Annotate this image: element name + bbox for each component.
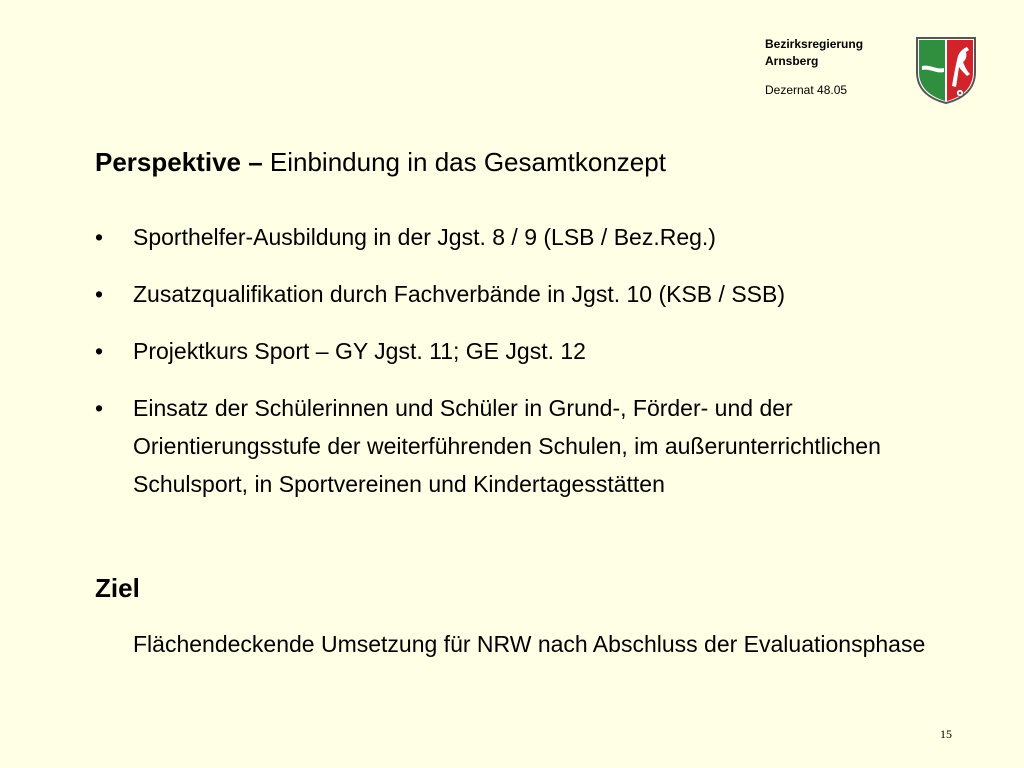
- slide-title: [95, 142, 666, 182]
- slide-title-bold: Perspektive –: [95, 147, 263, 177]
- organization-name-line2: Arnsberg: [765, 54, 819, 68]
- bullet-item-projektkurs: [95, 332, 955, 370]
- organization-name: [765, 36, 863, 70]
- bullet-text: Sporthelfer-Ausbildung in der Jgst. 8 / 9 (LSB / Bez.Reg.): [133, 224, 716, 250]
- goal-text: Flächendeckende Umsetzung für NRW nach Abschluss der Evaluationsphase: [133, 631, 926, 657]
- goal-heading: Ziel: [95, 573, 140, 603]
- perspective-bullet-list: [95, 218, 955, 522]
- bullet-text: Projektkurs Sport – GY Jgst. 11; GE Jgst. 12: [133, 338, 586, 364]
- bullet-dot: •: [95, 395, 104, 421]
- bullet-dot: •: [95, 224, 104, 250]
- bullet-text: Zusatzqualifikation durch Fachverbände in Jgst. 10 (KSB / SSB): [133, 281, 785, 307]
- department-label: Dezernat 48.05: [765, 83, 848, 97]
- bullet-dot: •: [95, 281, 104, 307]
- bullet-text: Einsatz der Schülerinnen und Schüler in Grund-, Förder- und der Orientierungsstufe der weiterführenden Schulen, im außerunterrichtlichen Schulsport, in Sportvereinen und Kindertagesstätten: [133, 395, 881, 497]
- bullet-item-zusatzqualifikation: [95, 275, 955, 313]
- bullet-item-einsatz: [95, 389, 955, 503]
- page-number: 15: [940, 727, 952, 741]
- slide-title-rest: Einbindung in das Gesamtkonzept: [262, 147, 666, 177]
- organization-name-line1: Bezirksregierung: [765, 37, 864, 51]
- bullet-dot: •: [95, 338, 104, 364]
- bullet-item-sporthelfer: [95, 218, 955, 256]
- nrw-coat-of-arms-icon: [912, 34, 980, 104]
